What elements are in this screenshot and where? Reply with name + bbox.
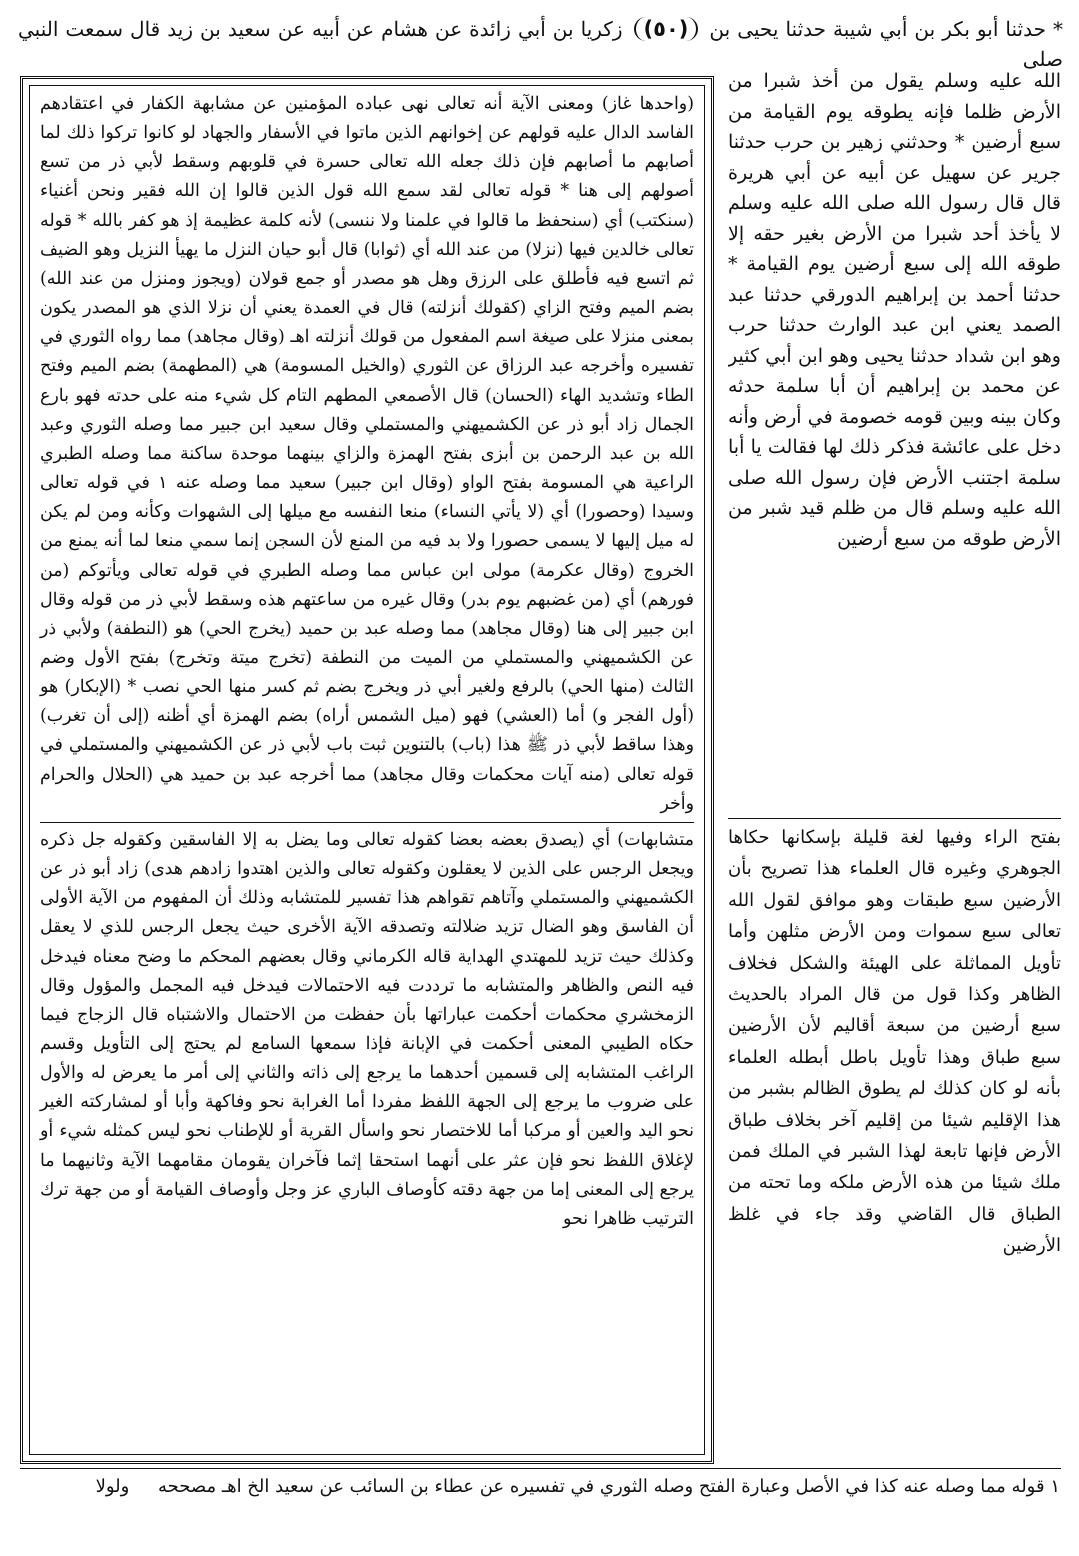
footnote-rule: [20, 1468, 1061, 1469]
footnote: [60, 1472, 1060, 1504]
commentary-block-1: (واحدها غاز) ومعنى الآية أنه تعالى نهى عباده المؤمنين عن مشابهة الكفار في اعتقادهم الفاسد الدال عليه قولهم عن إخوانهم الذين ماتوا في الأسفار والجهاد لو كانوا تركوا ذلك لما أصابهم ما أصابهم فإن ذلك جعله الله تعالى حسرة في قلوبهم وسقط لأبي ذر من تسع أصولهم إلى هنا * قوله تعالى لقد سمع الله قول الذين قالوا إن الله فقير ونحن أغنياء (سنكتب) أي (سنحفظ ما قالوا في علمنا ولا ننسى) لأنه كلمة عظيمة إذ هو كفر بالله * قوله تعالى خالدين فيها (نزلا) من عند الله أي (ثوابا) قال أبو حيان النزل ما يهيأ النزيل وهو الضيف ثم اتسع فيه فأطلق على الرزق وهل هو مصدر أو جمع قولان (ويجوز ومنزل من عند الله) بضم الميم وفتح الزاي (كقولك أنزلته) قال في العمدة يعني أن نزلا الذي هو المصدر يكون بمعنى منزلا على صيغة اسم المفعول من قولك أنزلته اهـ (وقال مجاهد) مما رواه الثوري في تفسيره وأخرجه عبد الرزاق عن الثوري (والخيل المسومة) هي (المطهمة) بضم الميم وفتح الطاء وتشديد الهاء (الحسان) قال الأصمعي المطهم التام كل شيء منه على حدته فهو بارع الجمال زاد أبو ذر عن الكشميهني والمستملي وقال سعيد ابن جبير مما وصله الثوري وعبد الله بن عبد الرحمن بن أبزى بفتح الهمزة والزاي بينهما موحدة ساكنة مما وصله الطبري الراعية هي المسومة بفتح الواو (وقال ابن جبير) سعيد مما وصله عنه ١ في قوله تعالى وسيدا (وحصورا) أي (لا يأتي النساء) منعا النفسه مع ميلها إلى الشهوات وكأنه ومن لم يكن له ميل إليها لا يسمى حصورا ولا بد فيه من المنع لأن السجن إنما سمي منعا لما أنه يمنع من الخروج (وقال عكرمة) مولى ابن عباس مما وصله الطبري في قوله تعالى ويأتوكم (من فورهم) أي (من غضبهم يوم بدر) وقال غيره من ساعتهم هذه وسقط لأبي ذر من قوله وقال ابن جبير إلى هنا (وقال مجاهد) مما وصله عبد بن حميد (يخرج الحي) هو (النطفة) ولأبي ذر عن الكشميهني والمستملي من الميت من النطفة (تخرج ميتة وتخرج) بفتح الأول وضم الثالث (منها الحي) بالرفع ولغير أبي ذر ويخرج بضم ثم كسر منها الحي نصب * (الإبكار) هو (أول الفجر و) أما (العشي) فهو (ميل الشمس أراه) بضم الهمزة أي أظنه (إلى أن تغرب) وهذا ساقط لأبي ذر ﷺ هذا (باب) بالتنوين ثبت باب لأبي ذر عن الكشميهني والمستملي في قوله تعالى (منه آيات محكمات وقال مجاهد) مما أخرجه عبد بن حميد هي (الحلال والحرام وأخر: [40, 94, 694, 814]
side-divider: [728, 818, 1061, 819]
footnote-trail: ولولا: [95, 1476, 130, 1497]
nawawi-paragraph: بفتح الراء وفيها لغة قليلة بإسكانها حكاها الجوهري وغيره قال العلماء هذا تصريح بأن الأرضين سبع طبقات وهو موافق لقول الله تعالى سبع سموات ومن الأرض مثلهن وأما تأويل المماثلة على الهيئة والشكل فخلاف الظاهر وكذا قول من قال المراد بالحديث سبع أرضين من سبعة أقاليم لأن الأرضين سبع طباق وهذا تأويل باطل أبطله العلماء بأنه لو كان كذلك لم يطوق الظالم بشبر من هذا الإقليم شيئا من إقليم آخر بخلاف طباق الأرض فإنها تابعة لهذا الشبر في الملك فمن ملك شيئا من هذه الأرض ملكه وما تحته من الطباق قال القاضي وقد جاء في غلظ الأرضين: [728, 827, 1061, 1257]
nawawi-commentary: [728, 822, 1061, 1462]
commentary-block-2: متشابهات) أي (يصدق بعضه بعضا كقوله تعالى وما يضل به إلا الفاسقين وكقوله جل ذكره ويجعل الرجس على الذين لا يعقلون وكقوله تعالى والذين اهتدوا زادهم هدى) زاد أبو ذر عن الكشميهني والمستملي وآتاهم تقواهم هذا تفسير للمتشابه وذلك أن المفهوم من الآية الأولى أن الفاسق وهو الضال تزيد ضلالته وتصدقه الآية الأخرى حيث يجعل الرجس للذي لا يعقل وكذلك حيث تزيد للمهتدي الهداية قاله الكرماني وقال بعضهم المحكم ما وضح معناه فيدخل فيه النص والظاهر والمتشابه ما ترددت فيه الاحتمالات فيدخل فيه المجمل والمؤول وقال الزمخشري محكمات أحكمت عباراتها بأن حفظت من الاحتمال والاشتباه قال الزجاج فيما حكاه الطيبي المعنى أحكمت في الإبانة فإذا سمعها السامع لم يحتج إلى التأويل وقسم الراغب المتشابه إلى قسمين أحدهما ما يرجع إلى ذاته والثاني إلى أمر ما يعرض له والأول على ضروب ما يرجع إلى الجهة اللفظ مفردا أما الغرابة نحو وفاكهة وأبا أو لمشاركته الغير نحو اليد والعين أو مركبا أما للاختصار نحو واسأل القرية أو للإطناب نحو ليس كمثله شيء أو لإغلاق اللفظ نحو فإن عثر على أنهما استحقا إثما فآخران يقومان مقامهما الآية وثانيهما ما يرجع إلى المعنى إما من جهة دقته كأوصاف الباري عز وجل وأوصاف القيامة أو من جهة ترك الترتيب ظاهرا نحو: [40, 829, 694, 1229]
commentary-text: [29, 85, 705, 1455]
footnote-marker: ١: [1050, 1476, 1060, 1497]
header-text-left: زكريا بن أبي زائدة عن هشام عن أبيه عن سعيد بن زيد قال سمعت النبي صلى: [18, 17, 1063, 71]
commentary-divider: [40, 822, 694, 823]
footnote-text: قوله مما وصله عنه كذا في الأصل وعبارة الفتح وصله الثوري في تفسيره عن عطاء بن السائب عن سعيد الخ اهـ مصححه: [157, 1476, 1045, 1497]
hadith-text: [728, 66, 1061, 814]
hadith-paragraph: الله عليه وسلم يقول من أخذ شبرا من الأرض ظلما فإنه يطوقه يوم القيامة من سبع أرضين * وحدثني زهير بن حرب حدثنا جرير عن سهيل عن أبيه عن أبي هريرة قال قال رسول الله صلى الله عليه وسلم لا يأخذ أحد شبرا من الأرض بغير حقه إلا طوقه الله إلى سبع أرضين يوم القيامة * حدثنا أحمد بن إبراهيم الدورقي حدثنا عبد الصمد يعني ابن عبد الوارث حدثنا حرب وهو ابن شداد حدثنا يحيى وهو ابن أبي كثير عن محمد بن إبراهيم أن أبا سلمة حدثه وكان بينه وبين قومه خصومة في أرض وأنه دخل على عائشة فذكر ذلك لها فقالت يا أبا سلمة اجتنب الأرض فإن رسول الله صلى الله عليه وسلم قال من ظلم قيد شبر من الأرض طوقه من سبع أرضين: [728, 70, 1061, 550]
page-number: (٥٠): [634, 17, 699, 41]
header-text-right: * حدثنا أبو بكر بن أبي شيبة حدثنا يحيى بن: [709, 17, 1063, 41]
commentary-frame: [20, 76, 714, 1464]
header-line: [18, 14, 1063, 74]
